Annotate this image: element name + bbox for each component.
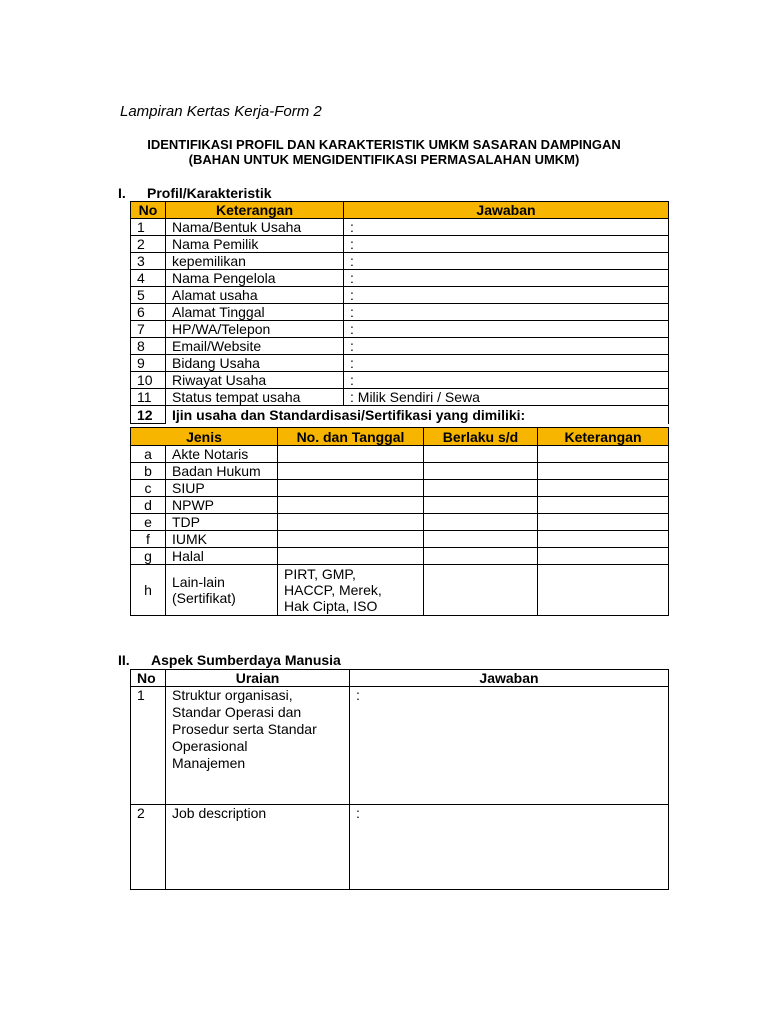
permit-type: Halal — [166, 548, 278, 565]
section-2-title: Aspek Sumberdaya Manusia — [151, 652, 341, 668]
answer-field[interactable]: : — [350, 805, 669, 890]
table-row — [131, 687, 669, 805]
berlaku-field[interactable] — [424, 514, 538, 531]
table-row-12 — [131, 406, 669, 424]
answer-field[interactable]: : — [344, 287, 669, 304]
row-letter: a — [131, 446, 166, 463]
header-keterangan: Keterangan — [538, 428, 669, 446]
keterangan-field[interactable] — [538, 565, 669, 616]
row-number: 10 — [131, 372, 166, 389]
berlaku-field[interactable] — [424, 480, 538, 497]
answer-field[interactable]: : — [350, 687, 669, 805]
header-berlaku: Berlaku s/d — [424, 428, 538, 446]
row-label: Alamat Tinggal — [166, 304, 344, 321]
no-tanggal-field[interactable] — [278, 548, 424, 565]
row-number: 11 — [131, 389, 166, 406]
answer-field[interactable]: : — [344, 270, 669, 287]
table-row — [131, 236, 669, 253]
table-row — [131, 253, 669, 270]
permit-type: SIUP — [166, 480, 278, 497]
header-no: No — [131, 670, 166, 687]
table-row — [131, 321, 669, 338]
no-tanggal-field[interactable] — [278, 446, 424, 463]
header-jawaban: Jawaban — [350, 670, 669, 687]
row-label-line: Prosedur serta Standar — [172, 721, 317, 737]
permit-row — [131, 463, 669, 480]
row-12-label: Ijin usaha dan Standardisasi/Sertifikasi yang dimiliki: — [166, 406, 669, 424]
cert-examples-line: Hak Cipta, ISO — [284, 598, 378, 614]
berlaku-field[interactable] — [424, 565, 538, 616]
berlaku-field[interactable] — [424, 463, 538, 480]
row-label: Nama Pengelola — [166, 270, 344, 287]
row-number: 3 — [131, 253, 166, 270]
header-no: No — [131, 202, 166, 219]
cert-examples-line: PIRT, GMP, — [284, 566, 356, 582]
section-1-numeral: I. — [118, 185, 126, 201]
answer-field[interactable]: : — [344, 304, 669, 321]
row-letter: h — [131, 565, 166, 616]
row-letter: d — [131, 497, 166, 514]
row-letter: f — [131, 531, 166, 548]
table-row — [131, 219, 669, 236]
section-1-title: Profil/Karakteristik — [147, 185, 272, 201]
row-label: Email/Website — [166, 338, 344, 355]
row-label: Job description — [166, 805, 350, 890]
row-number: 9 — [131, 355, 166, 372]
no-tanggal-field[interactable] — [278, 497, 424, 514]
table-row — [131, 355, 669, 372]
row-number: 2 — [131, 236, 166, 253]
no-tanggal-field[interactable] — [278, 463, 424, 480]
profile-table-header — [131, 202, 669, 219]
row-label-line: Struktur organisasi, — [172, 687, 293, 703]
table-row — [131, 304, 669, 321]
row-number: 1 — [131, 219, 166, 236]
row-label: Nama/Bentuk Usaha — [166, 219, 344, 236]
answer-field[interactable]: : — [344, 219, 669, 236]
keterangan-field[interactable] — [538, 548, 669, 565]
table-row — [131, 389, 669, 406]
keterangan-field[interactable] — [538, 531, 669, 548]
row-label-line: Manajemen — [172, 755, 246, 771]
row-number: 4 — [131, 270, 166, 287]
answer-field[interactable]: : — [344, 253, 669, 270]
header-keterangan: Keterangan — [166, 202, 344, 219]
row-label: Riwayat Usaha — [166, 372, 344, 389]
row-label: Bidang Usaha — [166, 355, 344, 372]
permit-type: TDP — [166, 514, 278, 531]
keterangan-field[interactable] — [538, 480, 669, 497]
permit-type: Badan Hukum — [166, 463, 278, 480]
row-letter: c — [131, 480, 166, 497]
row-number: 7 — [131, 321, 166, 338]
berlaku-field[interactable] — [424, 548, 538, 565]
permit-type: Akte Notaris — [166, 446, 278, 463]
permit-row — [131, 514, 669, 531]
permit-type — [166, 565, 278, 616]
permit-type: NPWP — [166, 497, 278, 514]
keterangan-field[interactable] — [538, 463, 669, 480]
permits-table — [130, 427, 669, 616]
row-number: 8 — [131, 338, 166, 355]
permits-table-header — [131, 428, 669, 446]
permit-row — [131, 446, 669, 463]
permit-type-line: (Sertifikat) — [172, 590, 236, 606]
row-label: Status tempat usaha — [166, 389, 344, 406]
heading-line-1: IDENTIFIKASI PROFIL DAN KARAKTERISTIK UMKM SASARAN DAMPINGAN — [147, 137, 621, 152]
sdm-table — [130, 669, 669, 890]
row-label: Alamat usaha — [166, 287, 344, 304]
row-letter: e — [131, 514, 166, 531]
no-tanggal-field[interactable] — [278, 480, 424, 497]
row-label: kepemilikan — [166, 253, 344, 270]
cert-examples-line: HACCP, Merek, — [284, 582, 382, 598]
answer-field[interactable]: : — [344, 338, 669, 355]
row-label — [166, 687, 350, 805]
answer-field[interactable]: : — [344, 321, 669, 338]
berlaku-field[interactable] — [424, 497, 538, 514]
permit-row — [131, 565, 669, 616]
answer-field[interactable]: : Milik Sendiri / Sewa — [344, 389, 669, 406]
no-tanggal-field[interactable] — [278, 565, 424, 616]
permit-row — [131, 548, 669, 565]
row-label-line: Standar Operasi dan — [172, 704, 302, 720]
keterangan-field[interactable] — [538, 514, 669, 531]
table-row — [131, 372, 669, 389]
sdm-table-header — [131, 670, 669, 687]
header-jenis: Jenis — [131, 428, 278, 446]
row-number: 2 — [131, 805, 166, 890]
permit-row — [131, 497, 669, 514]
permit-type: IUMK — [166, 531, 278, 548]
table-row — [131, 287, 669, 304]
berlaku-field[interactable] — [424, 531, 538, 548]
row-letter: g — [131, 548, 166, 565]
row-number: 1 — [131, 687, 166, 805]
table-row — [131, 270, 669, 287]
keterangan-field[interactable] — [538, 446, 669, 463]
no-tanggal-field[interactable] — [278, 514, 424, 531]
form-title: Lampiran Kertas Kerja-Form 2 — [120, 103, 322, 120]
berlaku-field[interactable] — [424, 446, 538, 463]
permit-type-line: Lain-lain — [172, 574, 225, 590]
row-letter: b — [131, 463, 166, 480]
header-uraian: Uraian — [166, 670, 350, 687]
table-row — [131, 338, 669, 355]
row-number: 5 — [131, 287, 166, 304]
keterangan-field[interactable] — [538, 497, 669, 514]
row-label: Nama Pemilik — [166, 236, 344, 253]
header-no-tanggal: No. dan Tanggal — [278, 428, 424, 446]
section-2-numeral: II. — [118, 652, 130, 668]
answer-field[interactable]: : — [344, 355, 669, 372]
row-number: 6 — [131, 304, 166, 321]
permit-row — [131, 531, 669, 548]
permit-row — [131, 480, 669, 497]
header-jawaban: Jawaban — [344, 202, 669, 219]
row-label: HP/WA/Telepon — [166, 321, 344, 338]
row-label-line: Operasional — [172, 738, 248, 754]
no-tanggal-field[interactable] — [278, 531, 424, 548]
row-number: 12 — [131, 406, 166, 424]
heading-line-2: (BAHAN UNTUK MENGIDENTIFIKASI PERMASALAHAN UMKM) — [188, 152, 580, 167]
table-row — [131, 805, 669, 890]
answer-field[interactable]: : — [344, 236, 669, 253]
answer-field[interactable]: : — [344, 372, 669, 389]
profile-table — [130, 201, 669, 424]
